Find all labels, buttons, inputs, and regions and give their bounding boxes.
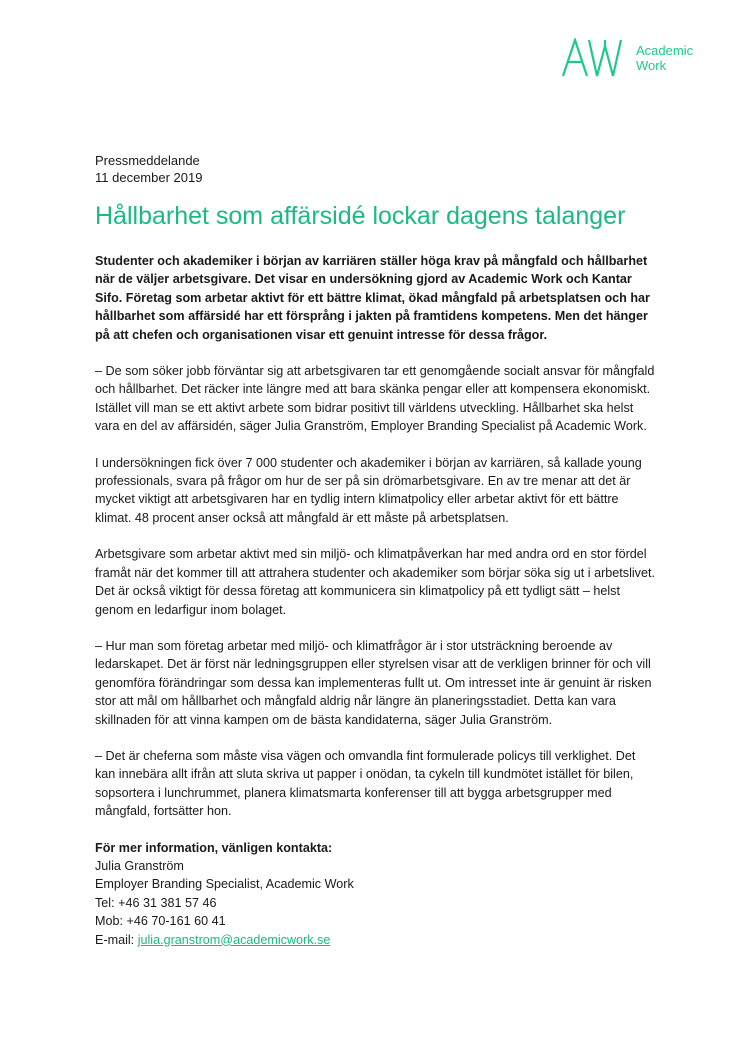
body-paragraph: – Det är cheferna som måste visa vägen och omvandla fint formulerade policys till verklighet. Det kan innebära allt ifrån att sluta skriva ut papper i onödan, ta cykeln till kundmötet istället för bilen, sopsortera i lunchrummet, planera klimatsmarta konferenser till att bygga arbetsgrupper med mångfald, fortsätter hon.	[95, 748, 636, 819]
release-date: 11 december 2019	[95, 170, 203, 185]
body-paragraph: I undersökningen fick över 7 000 studenter och akademiker i början av karriären, så kallade young professionals, svara på frågor om hur de ser på sin drömarbetsgivare. En av tre menar att det är mycket viktigt att arbetsgivaren har en tydlig intern klimatpolicy eller arbetar aktivt för ett bättre klimat. 48 procent anser också att mångfald är ett måste på arbetsplatsen.	[95, 455, 642, 525]
contact-name: Julia Granström	[95, 858, 184, 873]
aw-logo-icon	[561, 38, 631, 78]
body-paragraph: Arbetsgivare som arbetar aktivt med sin miljö- och klimatpåverkan har med andra ord en stor fördel framåt när det kommer till att attrahera studenter och akademiker som börjar söka sig ut i arbetslivet. Det är också viktigt för dessa företag att kommunicera sin klimatpolicy på ett tydligt sätt – helst genom en ledarfigur inom bolaget.	[95, 547, 655, 617]
academic-work-logo	[561, 38, 696, 78]
contact-block	[95, 839, 655, 949]
email-label: E-mail:	[95, 932, 138, 947]
article-body	[95, 252, 655, 949]
contact-heading: För mer information, vänligen kontakta:	[95, 840, 333, 855]
logo-line-1: Academic	[636, 43, 694, 58]
body-paragraph: – Hur man som företag arbetar med miljö- och klimatfrågor är i stor utsträckning beroende av ledarskapet. Det är först när ledningsgruppen eller styrelsen visar att de verkligen brinner för och vill genomföra förändringar som dessa kan implementeras fullt ut. Om intresset inte är genuint är risken stor att mål om hållbarhet och mångfald aldrig når längre än planeringsstadiet. Detta kan vara skillnaden för att vinna kampen om de bästa kandidaterna, säger Julia Granström.	[95, 638, 652, 727]
logo-line-2: Work	[636, 58, 667, 73]
press-meta	[95, 152, 202, 186]
contact-role: Employer Branding Specialist, Academic Work	[95, 877, 354, 892]
page-title: Hållbarhet som affärsidé lockar dagens talanger	[95, 202, 626, 230]
contact-phone: Tel: +46 31 381 57 46	[95, 895, 217, 910]
body-paragraph: – De som söker jobb förväntar sig att arbetsgivaren tar ett genomgående socialt ansvar för mångfald och hållbarhet. Det räcker inte längre med att bara skänka pengar eller att kompensera ekonomiskt. Istället vill man se ett aktivt arbete som bidrar positivt till världens utveckling. Hållbarhet ska helst vara en del av affärsidén, säger Julia Granström, Employer Branding Specialist på Academic Work.	[95, 364, 655, 434]
email-link[interactable]: julia.granstrom@academicwork.se	[137, 932, 331, 947]
contact-email-row	[95, 931, 655, 949]
lead-paragraph: Studenter och akademiker i början av karriären ställer höga krav på mångfald och hållbarhet när de väljer arbetsgivare. Det visar en undersökning gjord av Academic Work och Kantar Sifo. Företag som arbetar aktivt för ett bättre klimat, ökad mångfald på arbetsplatsen och har hållbarhet som affärsidé har ett försprång i jakten på framtidens kompetens. Men det hänger på att chefen och organisationen visar ett genuint intresse för dessa frågor.	[95, 254, 650, 342]
logo-wordmark	[636, 43, 693, 73]
contact-mobile: Mob: +46 70-161 60 41	[95, 914, 226, 929]
doc-type-label: Pressmeddelande	[95, 153, 200, 168]
